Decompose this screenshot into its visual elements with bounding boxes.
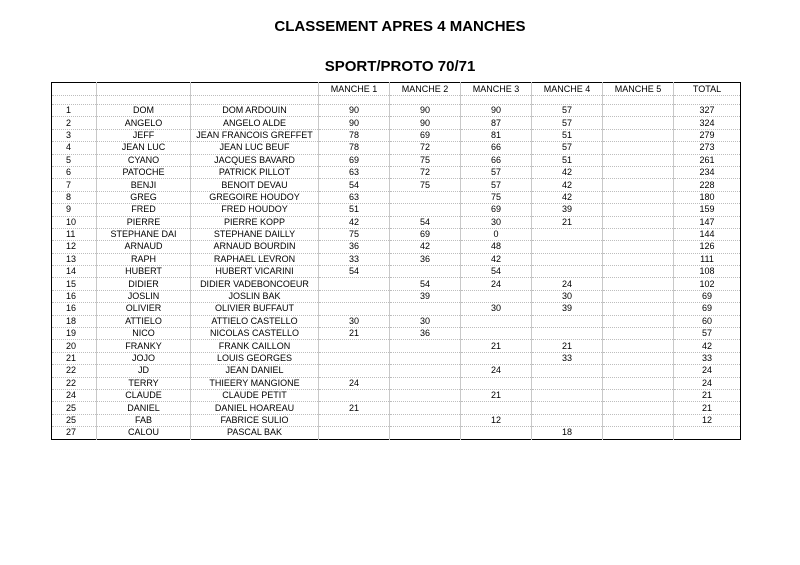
rank-cell: 11 bbox=[52, 228, 97, 240]
manche1-cell bbox=[319, 290, 390, 302]
manche4-cell bbox=[532, 365, 603, 377]
manche3-cell: 54 bbox=[461, 266, 532, 278]
fullname-cell: DIDIER VADEBONCOEUR bbox=[191, 278, 319, 290]
nickname-cell: ANGELO bbox=[97, 117, 191, 129]
manche2-cell: 72 bbox=[390, 142, 461, 154]
manche2-cell bbox=[390, 414, 461, 426]
rank-cell: 25 bbox=[52, 414, 97, 426]
manche4-cell: 57 bbox=[532, 142, 603, 154]
fullname-cell: NICOLAS CASTELLO bbox=[191, 328, 319, 340]
fullname-cell: DANIEL HOAREAU bbox=[191, 402, 319, 414]
fullname-cell: JEAN DANIEL bbox=[191, 365, 319, 377]
fullname-cell: LOUIS GEORGES bbox=[191, 352, 319, 364]
manche2-cell bbox=[390, 427, 461, 439]
manche2-cell: 72 bbox=[390, 166, 461, 178]
total-cell: 144 bbox=[674, 228, 741, 240]
manche2-cell: 30 bbox=[390, 315, 461, 327]
manche5-cell bbox=[603, 328, 674, 340]
manche3-cell: 66 bbox=[461, 154, 532, 166]
rank-cell: 8 bbox=[52, 191, 97, 203]
manche4-cell: 42 bbox=[532, 191, 603, 203]
total-cell: 159 bbox=[674, 204, 741, 216]
manche5-cell bbox=[603, 228, 674, 240]
manche4-cell bbox=[532, 328, 603, 340]
rank-cell: 5 bbox=[52, 154, 97, 166]
table-row bbox=[52, 427, 741, 439]
manche5-cell bbox=[603, 241, 674, 253]
manche5-cell bbox=[603, 290, 674, 302]
spacer-cell bbox=[603, 96, 674, 105]
manche5-cell bbox=[603, 389, 674, 401]
rank-cell: 2 bbox=[52, 117, 97, 129]
nickname-cell: BENJI bbox=[97, 179, 191, 191]
nickname-cell: NICO bbox=[97, 328, 191, 340]
total-cell: 324 bbox=[674, 117, 741, 129]
nickname-cell: GREG bbox=[97, 191, 191, 203]
fullname-cell: CLAUDE PETIT bbox=[191, 389, 319, 401]
manche4-cell: 51 bbox=[532, 129, 603, 141]
table-row bbox=[52, 191, 741, 203]
fullname-cell: DOM ARDOUIN bbox=[191, 105, 319, 117]
table-row bbox=[52, 278, 741, 290]
manche4-cell: 21 bbox=[532, 216, 603, 228]
manche3-cell: 90 bbox=[461, 105, 532, 117]
table-row bbox=[52, 352, 741, 364]
manche4-cell bbox=[532, 228, 603, 240]
nickname-cell: JD bbox=[97, 365, 191, 377]
nickname-cell: DIDIER bbox=[97, 278, 191, 290]
table-row bbox=[52, 228, 741, 240]
table-row bbox=[52, 303, 741, 315]
manche2-cell: 75 bbox=[390, 154, 461, 166]
manche1-cell: 21 bbox=[319, 402, 390, 414]
manche2-cell: 75 bbox=[390, 179, 461, 191]
manche1-cell: 78 bbox=[319, 129, 390, 141]
manche1-cell: 36 bbox=[319, 241, 390, 253]
manche2-cell bbox=[390, 377, 461, 389]
table-row bbox=[52, 216, 741, 228]
fullname-cell: OLIVIER BUFFAUT bbox=[191, 303, 319, 315]
manche3-cell: 21 bbox=[461, 340, 532, 352]
manche3-cell: 69 bbox=[461, 204, 532, 216]
nickname-cell: CYANO bbox=[97, 154, 191, 166]
fullname-cell: FRANK CAILLON bbox=[191, 340, 319, 352]
manche5-cell bbox=[603, 117, 674, 129]
total-cell: 24 bbox=[674, 377, 741, 389]
spacer-cell bbox=[674, 96, 741, 105]
manche5-cell bbox=[603, 427, 674, 439]
manche3-cell: 12 bbox=[461, 414, 532, 426]
nickname-cell: FRANKY bbox=[97, 340, 191, 352]
manche5-cell bbox=[603, 253, 674, 265]
total-cell: 57 bbox=[674, 328, 741, 340]
manche3-cell: 66 bbox=[461, 142, 532, 154]
manche4-cell: 30 bbox=[532, 290, 603, 302]
table-spacer-row bbox=[52, 96, 741, 105]
fullname-cell: GREGOIRE HOUDOY bbox=[191, 191, 319, 203]
rank-cell: 16 bbox=[52, 290, 97, 302]
nickname-cell: CLAUDE bbox=[97, 389, 191, 401]
manche3-cell bbox=[461, 377, 532, 389]
table-row bbox=[52, 241, 741, 253]
fullname-cell: BENOIT DEVAU bbox=[191, 179, 319, 191]
column-header: MANCHE 5 bbox=[603, 83, 674, 96]
manche2-cell bbox=[390, 204, 461, 216]
nickname-cell: DANIEL bbox=[97, 402, 191, 414]
manche2-cell: 39 bbox=[390, 290, 461, 302]
manche1-cell bbox=[319, 303, 390, 315]
manche4-cell bbox=[532, 402, 603, 414]
manche2-cell: 36 bbox=[390, 253, 461, 265]
fullname-cell: PATRICK PILLOT bbox=[191, 166, 319, 178]
table-row bbox=[52, 204, 741, 216]
total-cell: 273 bbox=[674, 142, 741, 154]
total-cell: 60 bbox=[674, 315, 741, 327]
manche3-cell: 24 bbox=[461, 278, 532, 290]
total-cell: 108 bbox=[674, 266, 741, 278]
total-cell: 21 bbox=[674, 389, 741, 401]
manche2-cell bbox=[390, 365, 461, 377]
total-cell: 126 bbox=[674, 241, 741, 253]
fullname-cell: RAPHAEL LEVRON bbox=[191, 253, 319, 265]
manche3-cell bbox=[461, 290, 532, 302]
manche3-cell: 21 bbox=[461, 389, 532, 401]
nickname-cell: FAB bbox=[97, 414, 191, 426]
manche5-cell bbox=[603, 266, 674, 278]
manche5-cell bbox=[603, 166, 674, 178]
ranking-table bbox=[51, 82, 741, 440]
fullname-cell: HUBERT VICARINI bbox=[191, 266, 319, 278]
manche3-cell bbox=[461, 402, 532, 414]
fullname-cell: JOSLIN BAK bbox=[191, 290, 319, 302]
manche5-cell bbox=[603, 142, 674, 154]
nickname-cell: DOM bbox=[97, 105, 191, 117]
manche5-cell bbox=[603, 365, 674, 377]
fullname-cell: ARNAUD BOURDIN bbox=[191, 241, 319, 253]
manche2-cell bbox=[390, 340, 461, 352]
fullname-cell: JACQUES BAVARD bbox=[191, 154, 319, 166]
total-cell: 279 bbox=[674, 129, 741, 141]
fullname-cell: STEPHANE DAILLY bbox=[191, 228, 319, 240]
column-header bbox=[52, 83, 97, 96]
total-cell: 261 bbox=[674, 154, 741, 166]
table-row bbox=[52, 414, 741, 426]
manche5-cell bbox=[603, 315, 674, 327]
total-cell: 327 bbox=[674, 105, 741, 117]
manche3-cell: 24 bbox=[461, 365, 532, 377]
nickname-cell: FRED bbox=[97, 204, 191, 216]
nickname-cell: JEFF bbox=[97, 129, 191, 141]
rank-cell: 22 bbox=[52, 377, 97, 389]
manche1-cell bbox=[319, 340, 390, 352]
rank-cell: 24 bbox=[52, 389, 97, 401]
nickname-cell: JEAN LUC bbox=[97, 142, 191, 154]
total-cell: 111 bbox=[674, 253, 741, 265]
manche3-cell bbox=[461, 328, 532, 340]
rank-cell: 22 bbox=[52, 365, 97, 377]
rank-cell: 15 bbox=[52, 278, 97, 290]
manche2-cell bbox=[390, 389, 461, 401]
column-header: MANCHE 4 bbox=[532, 83, 603, 96]
total-cell: 234 bbox=[674, 166, 741, 178]
total-cell: 21 bbox=[674, 402, 741, 414]
manche2-cell bbox=[390, 402, 461, 414]
manche4-cell bbox=[532, 389, 603, 401]
manche2-cell: 36 bbox=[390, 328, 461, 340]
fullname-cell: JEAN FRANCOIS GREFFET bbox=[191, 129, 319, 141]
fullname-cell: THIEERY MANGIONE bbox=[191, 377, 319, 389]
fullname-cell: PASCAL BAK bbox=[191, 427, 319, 439]
rank-cell: 21 bbox=[52, 352, 97, 364]
column-header: MANCHE 1 bbox=[319, 83, 390, 96]
total-cell: 69 bbox=[674, 303, 741, 315]
nickname-cell: STEPHANE DAI bbox=[97, 228, 191, 240]
manche4-cell: 21 bbox=[532, 340, 603, 352]
manche1-cell: 90 bbox=[319, 117, 390, 129]
manche4-cell bbox=[532, 315, 603, 327]
manche4-cell bbox=[532, 266, 603, 278]
manche2-cell: 69 bbox=[390, 228, 461, 240]
fullname-cell: JEAN LUC BEUF bbox=[191, 142, 319, 154]
spacer-cell bbox=[461, 96, 532, 105]
manche5-cell bbox=[603, 352, 674, 364]
table-row bbox=[52, 365, 741, 377]
rank-cell: 9 bbox=[52, 204, 97, 216]
manche1-cell: 90 bbox=[319, 105, 390, 117]
fullname-cell: FABRICE SULIO bbox=[191, 414, 319, 426]
manche1-cell: 24 bbox=[319, 377, 390, 389]
column-header bbox=[191, 83, 319, 96]
nickname-cell: PIERRE bbox=[97, 216, 191, 228]
manche2-cell bbox=[390, 303, 461, 315]
spacer-cell bbox=[532, 96, 603, 105]
manche5-cell bbox=[603, 340, 674, 352]
rank-cell: 6 bbox=[52, 166, 97, 178]
total-cell: 69 bbox=[674, 290, 741, 302]
manche3-cell: 42 bbox=[461, 253, 532, 265]
nickname-cell: HUBERT bbox=[97, 266, 191, 278]
manche3-cell: 30 bbox=[461, 303, 532, 315]
manche3-cell: 57 bbox=[461, 166, 532, 178]
manche3-cell: 87 bbox=[461, 117, 532, 129]
manche5-cell bbox=[603, 105, 674, 117]
manche3-cell: 75 bbox=[461, 191, 532, 203]
rank-cell: 12 bbox=[52, 241, 97, 253]
manche5-cell bbox=[603, 179, 674, 191]
rank-cell: 13 bbox=[52, 253, 97, 265]
manche4-cell: 57 bbox=[532, 117, 603, 129]
manche5-cell bbox=[603, 278, 674, 290]
manche2-cell bbox=[390, 191, 461, 203]
total-cell: 102 bbox=[674, 278, 741, 290]
spacer-cell bbox=[191, 96, 319, 105]
column-header: MANCHE 3 bbox=[461, 83, 532, 96]
manche4-cell: 24 bbox=[532, 278, 603, 290]
manche1-cell: 75 bbox=[319, 228, 390, 240]
table-row bbox=[52, 154, 741, 166]
manche3-cell: 81 bbox=[461, 129, 532, 141]
table-row bbox=[52, 290, 741, 302]
manche4-cell: 39 bbox=[532, 303, 603, 315]
column-header bbox=[97, 83, 191, 96]
manche3-cell bbox=[461, 315, 532, 327]
table-header-row bbox=[52, 83, 741, 96]
table-row bbox=[52, 340, 741, 352]
nickname-cell: RAPH bbox=[97, 253, 191, 265]
total-cell: 24 bbox=[674, 365, 741, 377]
rank-cell: 19 bbox=[52, 328, 97, 340]
table-row bbox=[52, 142, 741, 154]
manche1-cell bbox=[319, 427, 390, 439]
rank-cell: 1 bbox=[52, 105, 97, 117]
manche5-cell bbox=[603, 414, 674, 426]
manche4-cell: 39 bbox=[532, 204, 603, 216]
spacer-cell bbox=[390, 96, 461, 105]
manche2-cell bbox=[390, 352, 461, 364]
manche5-cell bbox=[603, 303, 674, 315]
manche5-cell bbox=[603, 191, 674, 203]
total-cell: 33 bbox=[674, 352, 741, 364]
rank-cell: 3 bbox=[52, 129, 97, 141]
table-row bbox=[52, 253, 741, 265]
table-row bbox=[52, 166, 741, 178]
manche1-cell: 63 bbox=[319, 191, 390, 203]
manche1-cell: 78 bbox=[319, 142, 390, 154]
manche5-cell bbox=[603, 204, 674, 216]
manche3-cell: 57 bbox=[461, 179, 532, 191]
manche1-cell: 51 bbox=[319, 204, 390, 216]
manche1-cell: 21 bbox=[319, 328, 390, 340]
manche4-cell: 18 bbox=[532, 427, 603, 439]
fullname-cell: ATTIELO CASTELLO bbox=[191, 315, 319, 327]
nickname-cell: JOJO bbox=[97, 352, 191, 364]
column-header: TOTAL bbox=[674, 83, 741, 96]
table-row bbox=[52, 179, 741, 191]
manche5-cell bbox=[603, 402, 674, 414]
nickname-cell: TERRY bbox=[97, 377, 191, 389]
manche1-cell: 54 bbox=[319, 266, 390, 278]
nickname-cell: ARNAUD bbox=[97, 241, 191, 253]
manche4-cell: 42 bbox=[532, 179, 603, 191]
manche1-cell: 33 bbox=[319, 253, 390, 265]
manche4-cell bbox=[532, 414, 603, 426]
table-row bbox=[52, 105, 741, 117]
ranking-table-body bbox=[52, 83, 741, 440]
manche3-cell: 30 bbox=[461, 216, 532, 228]
rank-cell: 10 bbox=[52, 216, 97, 228]
manche4-cell: 33 bbox=[532, 352, 603, 364]
spacer-cell bbox=[319, 96, 390, 105]
column-header: MANCHE 2 bbox=[390, 83, 461, 96]
nickname-cell: OLIVIER bbox=[97, 303, 191, 315]
table-row bbox=[52, 117, 741, 129]
rank-cell: 14 bbox=[52, 266, 97, 278]
table-row bbox=[52, 315, 741, 327]
rank-cell: 25 bbox=[52, 402, 97, 414]
rank-cell: 16 bbox=[52, 303, 97, 315]
table-row bbox=[52, 129, 741, 141]
manche3-cell bbox=[461, 427, 532, 439]
page-title: CLASSEMENT APRES 4 MANCHES bbox=[274, 18, 526, 35]
table-row bbox=[52, 266, 741, 278]
total-cell: 42 bbox=[674, 340, 741, 352]
fullname-cell: FRED HOUDOY bbox=[191, 204, 319, 216]
manche2-cell: 42 bbox=[390, 241, 461, 253]
total-cell: 147 bbox=[674, 216, 741, 228]
manche4-cell: 51 bbox=[532, 154, 603, 166]
manche2-cell: 69 bbox=[390, 129, 461, 141]
rank-cell: 18 bbox=[52, 315, 97, 327]
nickname-cell: PATOCHE bbox=[97, 166, 191, 178]
manche4-cell bbox=[532, 377, 603, 389]
fullname-cell: ANGELO ALDE bbox=[191, 117, 319, 129]
manche4-cell: 42 bbox=[532, 166, 603, 178]
total-cell bbox=[674, 427, 741, 439]
manche2-cell: 90 bbox=[390, 117, 461, 129]
rank-cell: 27 bbox=[66, 427, 77, 438]
manche5-cell bbox=[603, 377, 674, 389]
nickname-cell: JOSLIN bbox=[97, 290, 191, 302]
page-subtitle: SPORT/PROTO 70/71 bbox=[324, 58, 476, 75]
nickname-cell: ATTIELO bbox=[97, 315, 191, 327]
fullname-cell: PIERRE KOPP bbox=[191, 216, 319, 228]
manche1-cell: 42 bbox=[319, 216, 390, 228]
table-row bbox=[52, 377, 741, 389]
manche3-cell: 0 bbox=[461, 228, 532, 240]
total-cell: 180 bbox=[674, 191, 741, 203]
manche1-cell: 63 bbox=[319, 166, 390, 178]
table-row bbox=[52, 328, 741, 340]
manche3-cell bbox=[461, 352, 532, 364]
manche1-cell bbox=[319, 414, 390, 426]
total-cell: 228 bbox=[674, 179, 741, 191]
manche1-cell: 54 bbox=[319, 179, 390, 191]
manche5-cell bbox=[603, 154, 674, 166]
table-row bbox=[52, 389, 741, 401]
manche4-cell: 57 bbox=[532, 105, 603, 117]
manche5-cell bbox=[603, 129, 674, 141]
manche2-cell: 54 bbox=[390, 216, 461, 228]
manche2-cell: 54 bbox=[390, 278, 461, 290]
manche5-cell bbox=[603, 216, 674, 228]
manche1-cell: 30 bbox=[319, 315, 390, 327]
spacer-cell bbox=[97, 96, 191, 105]
rank-cell: 4 bbox=[52, 142, 97, 154]
manche1-cell bbox=[319, 278, 390, 290]
total-cell: 12 bbox=[674, 414, 741, 426]
manche4-cell bbox=[532, 241, 603, 253]
rank-cell: 7 bbox=[52, 179, 97, 191]
table-row bbox=[52, 402, 741, 414]
spacer-cell bbox=[52, 96, 97, 105]
manche3-cell: 48 bbox=[461, 241, 532, 253]
manche2-cell bbox=[390, 266, 461, 278]
nickname-cell: CALOU bbox=[97, 427, 191, 439]
rank-cell: 20 bbox=[52, 340, 97, 352]
manche2-cell: 90 bbox=[390, 105, 461, 117]
manche1-cell bbox=[319, 365, 390, 377]
manche4-cell bbox=[532, 253, 603, 265]
manche1-cell bbox=[319, 352, 390, 364]
manche1-cell: 69 bbox=[319, 154, 390, 166]
manche1-cell bbox=[319, 389, 390, 401]
